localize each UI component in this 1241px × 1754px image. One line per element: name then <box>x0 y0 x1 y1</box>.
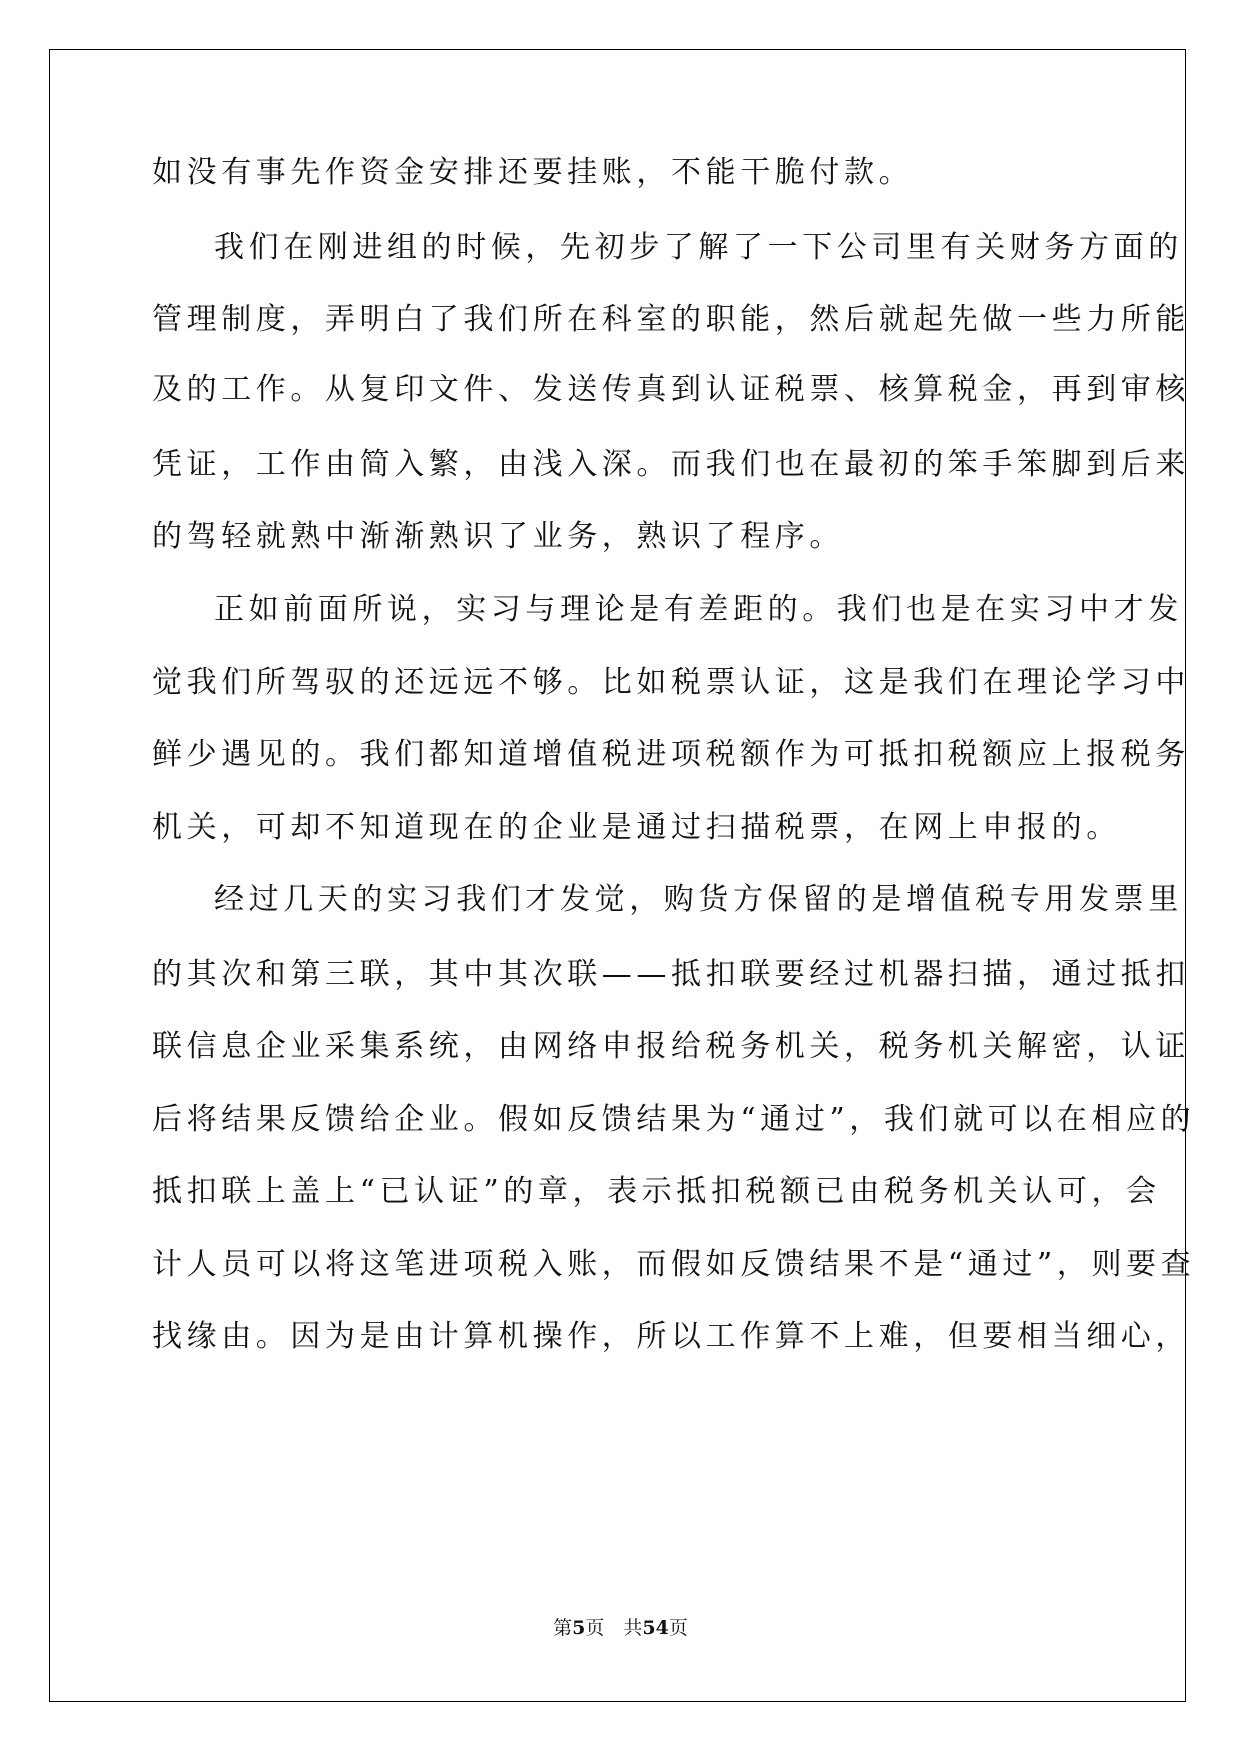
footer-prefix: 第 <box>553 1617 573 1639</box>
text-line: 如没有事先作资金安排还要挂账，不能干脆付款。 <box>152 155 914 190</box>
text-line: 机关，可却不知道现在的企业是通过扫描税票，在网上申报的。 <box>152 810 1121 845</box>
text-line: 鲜少遇见的。我们都知道增值税进项税额作为可抵扣税额应上报税务 <box>152 737 1190 772</box>
text-line: 找缘由。因为是由计算机操作，所以工作算不上难，但要相当细心， <box>152 1319 1190 1354</box>
text-line: 计人员可以将这笔进项税入账，而假如反馈结果不是“通过”，则要查 <box>152 1247 1196 1282</box>
text-line: 抵扣联上盖上“已认证”的章，表示抵扣税额已由税务机关认可，会 <box>152 1174 1161 1209</box>
text-line: 的驾轻就熟中渐渐熟识了业务，熟识了程序。 <box>152 519 844 554</box>
footer-mid: 页 共 <box>585 1617 643 1639</box>
text-line: 后将结果反馈给企业。假如反馈结果为“通过”，我们就可以在相应的 <box>152 1102 1196 1137</box>
footer-suffix: 页 <box>668 1617 688 1639</box>
text-line: 觉我们所驾驭的还远远不够。比如税票认证，这是我们在理论学习中 <box>152 665 1190 700</box>
text-line: 凭证，工作由简入繁，由浅入深。而我们也在最初的笨手笨脚到后来 <box>152 447 1190 482</box>
total-page-number: 54 <box>642 1617 669 1639</box>
page-footer <box>0 1613 1241 1640</box>
paragraph-start: 正如前面所说，实习与理论是有差距的。我们也是在实习中才发 <box>214 592 1183 627</box>
text-line: 及的工作。从复印文件、发送传真到认证税票、核算税金，再到审核 <box>152 372 1190 407</box>
current-page-number: 5 <box>572 1617 586 1639</box>
text-line: 管理制度，弄明白了我们所在科室的职能，然后就起先做一些力所能 <box>152 302 1190 337</box>
text-line: 的其次和第三联，其中其次联——抵扣联要经过机器扫描，通过抵扣 <box>152 957 1190 992</box>
page-border <box>49 49 1196 1702</box>
text-line: 联信息企业采集系统，由网络申报给税务机关，税务机关解密，认证 <box>152 1029 1190 1064</box>
paragraph-start: 经过几天的实习我们才发觉，购货方保留的是增值税专用发票里 <box>214 882 1183 917</box>
paragraph-start: 我们在刚进组的时候，先初步了解了一下公司里有关财务方面的 <box>214 230 1183 265</box>
